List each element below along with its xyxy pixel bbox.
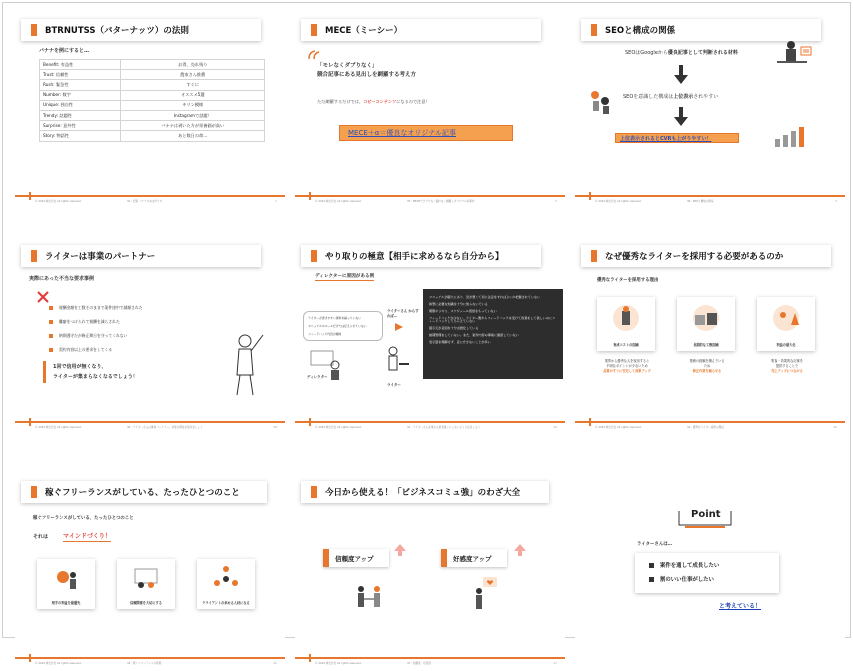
slide-footer bbox=[295, 195, 565, 205]
panel-item: マニュアルが膨大にあり、見が悪くて何に注意をすればよいか把握されていない bbox=[429, 295, 541, 299]
footer-copyright: © 2024 株式会社 All rights reserved. bbox=[35, 662, 82, 665]
footer-copyright: © 2024 株式会社 All rights reserved. bbox=[315, 662, 362, 665]
list-item bbox=[649, 561, 719, 569]
footer-copyright: © 2024 株式会社 All rights reserved. bbox=[35, 426, 82, 429]
footer-caption: 45 : 稼ぐフリーランスの特徴 bbox=[127, 662, 162, 665]
bullet-icon bbox=[49, 306, 53, 310]
btrnutss-table bbox=[39, 59, 265, 142]
page-number: 40 bbox=[833, 425, 837, 429]
panel-item: 提示元が意図を十分言語化している bbox=[429, 326, 479, 331]
bullet-icon bbox=[49, 334, 53, 338]
table-cell: Surprise: 意外性 bbox=[40, 121, 121, 131]
page-number: 3 bbox=[835, 199, 837, 203]
lead-sorewa: それは bbox=[33, 534, 49, 540]
table-cell: すぐに bbox=[121, 80, 265, 90]
reason-desc bbox=[595, 359, 659, 374]
slide-title: SEOと構成の関係 bbox=[605, 26, 676, 36]
table-cell: Trendy: 話題性 bbox=[40, 110, 121, 120]
table-cell: あと数日の命… bbox=[121, 131, 265, 141]
title-accent bbox=[311, 24, 317, 36]
card-label: 信頼関係を大切にする bbox=[130, 601, 162, 605]
slide-thumbnail-3[interactable] bbox=[575, 9, 845, 209]
list-item-text: 難癖をつけられて報酬を減らされた bbox=[59, 319, 120, 324]
list-item-text: 報酬金額を工数そのままで案件途中で減額された bbox=[59, 305, 143, 310]
list-item bbox=[649, 575, 714, 583]
page-number: 1 bbox=[275, 199, 277, 203]
title-accent bbox=[31, 250, 37, 262]
reason-card bbox=[597, 297, 655, 351]
desc-line: 提供することで bbox=[775, 364, 799, 368]
bubble-line: フィードバック内容が曖昧 bbox=[308, 332, 342, 336]
writer-label: ライター bbox=[387, 383, 401, 387]
slide-footer bbox=[575, 195, 845, 205]
writer-perspective-panel bbox=[423, 289, 563, 379]
page-number: 47 bbox=[553, 661, 557, 665]
tag-label: 信頼度アップ bbox=[335, 554, 374, 563]
table-row bbox=[40, 90, 265, 100]
desc-highlight: 修正作業を減らせる bbox=[692, 369, 722, 373]
table-cell: Benefit: 有益性 bbox=[40, 60, 121, 70]
quote-line-1: 「モレなくダブりなく」 bbox=[317, 63, 378, 69]
tag-label: 好感度アップ bbox=[453, 554, 492, 563]
arrow-down-icon bbox=[679, 107, 683, 117]
page-number: 2 bbox=[555, 199, 557, 203]
table-cell: Story: 物語性 bbox=[40, 131, 121, 141]
footer-caption: 41 : ライターさんを単なる業者扱いにしないように注意しよう bbox=[407, 426, 481, 429]
table-cell: バナナは剥いた方が栄養価が高い bbox=[121, 121, 265, 131]
table-row bbox=[40, 131, 265, 141]
arrow-down-icon bbox=[674, 75, 688, 84]
bullet-icon bbox=[49, 320, 53, 324]
slide-title-box bbox=[21, 19, 261, 41]
seo-line-2-prefix: SEOを意識した構成は bbox=[623, 94, 674, 100]
reason-card bbox=[757, 297, 815, 351]
footer-copyright: © 2024 株式会社 All rights reserved. bbox=[315, 200, 362, 203]
card-label: 利益の最大化 bbox=[776, 343, 796, 347]
slide-title: BTRNUTSS（バターナッツ）の法則 bbox=[45, 26, 189, 36]
slide-thumbnail-5[interactable] bbox=[295, 235, 565, 435]
quote-line-2: 競合記事にある見出しを網羅する考え方 bbox=[317, 72, 417, 78]
footer-copyright: © 2024 株式会社 All rights reserved. bbox=[595, 426, 642, 429]
note-suffix: になるので注意！ bbox=[396, 99, 430, 104]
section-heading: ディレクターに原因がある例 bbox=[315, 274, 375, 279]
desc-line: ため bbox=[703, 364, 711, 368]
closing-accent bbox=[43, 361, 46, 383]
table-cell: Unique: 独自性 bbox=[40, 100, 121, 110]
footer-caption: 36 : SEOと構成の関係 bbox=[687, 200, 714, 203]
section-heading: 優秀なライターを採用する理由 bbox=[597, 278, 659, 283]
waving-person-illustration bbox=[225, 327, 271, 397]
table-cell: 農家さん推薦 bbox=[121, 70, 265, 80]
slide-title: 今日から使える！「ビジネスコミュ強」のわざ大全 bbox=[325, 488, 521, 498]
table-cell: お得、売れ残り bbox=[121, 60, 265, 70]
mindset-card bbox=[197, 559, 255, 609]
slide-title-box bbox=[21, 481, 267, 503]
training-illustration bbox=[611, 303, 641, 333]
mece-formula-box: MECE＋α＝優良なオリジナル記事 bbox=[339, 125, 513, 141]
desc-highlight: 売上アップにつながる bbox=[771, 369, 803, 373]
list-item-text: 契約内容以上の要求をしてくる bbox=[59, 347, 113, 352]
slide-thumbnail-6[interactable] bbox=[575, 235, 845, 435]
writer-illustration bbox=[381, 343, 411, 383]
panel-item: 執筆に必要な知識を十分に知らないでいる bbox=[429, 301, 488, 306]
title-accent bbox=[311, 486, 317, 498]
footer-copyright: © 2024 株式会社 All rights reserved. bbox=[595, 200, 642, 203]
mind-heading bbox=[63, 531, 111, 542]
footer-caption: 40 : ライターさんは事業パートナー。対等な関係を築きましょう bbox=[127, 426, 203, 429]
card-label: 育成コストの削減 bbox=[613, 343, 639, 347]
slide-title-box bbox=[581, 245, 831, 267]
slide-title: 稼ぐフリーランスがしている、たったひとつのこと bbox=[45, 488, 240, 498]
panel-item: 期限ギリギリ、スケジュール感覚をもっていない bbox=[429, 308, 497, 313]
bullet-icon bbox=[649, 577, 654, 582]
desc-line: 集客・効果的な記事を bbox=[771, 359, 803, 363]
slide-footer bbox=[15, 195, 285, 205]
writer-thought: ライターさん からすれば… bbox=[387, 309, 419, 318]
list-item-text: 案件を通して成長したい bbox=[660, 563, 720, 569]
footer-caption: 42 : 優秀なライター採用の理由 bbox=[687, 426, 724, 429]
arrow-down-icon bbox=[679, 65, 683, 75]
slide-footer bbox=[295, 657, 565, 667]
title-accent bbox=[31, 24, 37, 36]
slide-footer bbox=[15, 657, 285, 667]
title-accent bbox=[591, 24, 597, 36]
profit-illustration bbox=[771, 303, 801, 333]
network-illustration bbox=[211, 563, 241, 593]
list-item-text: 納期遅守だが修正期日を守ってくれない bbox=[59, 333, 128, 338]
growth-chart-illustration bbox=[771, 123, 811, 149]
point-title: Point bbox=[691, 509, 721, 520]
card-label: クライアントの求める人材になる bbox=[202, 601, 250, 605]
slide-thumbnail-2[interactable] bbox=[295, 9, 565, 209]
handshake-illustration bbox=[131, 563, 161, 593]
slide-footer bbox=[575, 421, 845, 431]
slide-thumbnail-9[interactable] bbox=[575, 471, 845, 671]
table-row bbox=[40, 80, 265, 90]
slide-title: なぜ優秀なライターを採用する必要があるのか bbox=[605, 252, 784, 262]
footer-caption: 47 : 信頼度・好感度 bbox=[407, 662, 431, 665]
seo-line-1-prefix: SEOはGoogleから bbox=[625, 50, 668, 56]
note-prefix: ただ網羅するだけでは、 bbox=[317, 99, 364, 104]
seo-line-1-bold: 優良記事として判断される材料 bbox=[667, 50, 738, 56]
slide-thumbnail-7[interactable] bbox=[15, 471, 285, 671]
list-item bbox=[49, 315, 143, 329]
arrow-up-icon bbox=[513, 543, 527, 557]
table-cell: キリン模様 bbox=[121, 100, 265, 110]
page-number: 38 bbox=[273, 425, 277, 429]
seo-cvr-box: 上位表示されるとCVRも上がりやすい！ bbox=[615, 133, 739, 143]
title-accent bbox=[31, 486, 37, 498]
slide-title-box bbox=[21, 245, 261, 267]
panel-item: フィードバックが少ない、ライター側からフィードバックを受けて改善をして欲しいのにフィードバックしてもらえていない bbox=[429, 315, 556, 324]
footer-caption: 34 : 記事 バナナの本文作り方 bbox=[127, 200, 163, 203]
workload-illustration bbox=[691, 303, 721, 333]
slide-thumbnail-4[interactable] bbox=[15, 235, 285, 435]
coin-person-illustration bbox=[51, 563, 81, 593]
section-heading: 実際にあった不当な要求事例 bbox=[29, 276, 94, 282]
slide-title-box bbox=[301, 245, 541, 267]
bubble-line: ライターが書きやすい資料を揃っていない bbox=[308, 316, 362, 320]
slide-grid bbox=[2, 2, 851, 665]
reason-desc bbox=[755, 359, 819, 374]
slide-footer bbox=[15, 421, 285, 431]
slide-title: ライターは事業のパートナー bbox=[45, 252, 156, 262]
slide-thumbnail-1[interactable] bbox=[15, 9, 285, 209]
page-number: 39 bbox=[553, 425, 557, 429]
handshake-people-illustration bbox=[351, 583, 387, 621]
table-cell: オススメ5選 bbox=[121, 90, 265, 100]
closing-line-1: 1回で信用が無くなり、 bbox=[53, 364, 107, 370]
desc-line: 業界から優秀な人を採用すると bbox=[604, 359, 650, 363]
footer-caption: 35 : MECEでダブりなく漏れなく網羅しオリジナル記事作 bbox=[407, 200, 475, 203]
list-item bbox=[49, 329, 143, 343]
mind-text: マインドづくり！ bbox=[63, 533, 111, 540]
title-accent bbox=[591, 250, 597, 262]
arrow-down-icon bbox=[674, 117, 688, 126]
slide-title: やり取りの極意【相手に求めるなら自分から】 bbox=[325, 252, 504, 262]
person-at-desk-illustration bbox=[771, 39, 815, 71]
table-row bbox=[40, 60, 265, 70]
bullet-icon bbox=[649, 563, 654, 568]
heart-person-illustration bbox=[467, 575, 503, 619]
point-card bbox=[635, 553, 779, 593]
bullet-icon bbox=[49, 348, 53, 352]
trust-tag bbox=[323, 549, 389, 567]
reason-desc bbox=[675, 359, 739, 374]
point-closing: と考えている！ bbox=[719, 603, 762, 610]
page-number: 45 bbox=[273, 661, 277, 665]
footer-copyright: © 2024 株式会社 All rights reserved. bbox=[35, 200, 82, 203]
card-label: 相手の利益を最優先 bbox=[51, 601, 81, 605]
seo-line-2-suffix: されやすい bbox=[693, 94, 719, 100]
tag-accent bbox=[441, 549, 447, 567]
table-cell: Trust: 信頼性 bbox=[40, 70, 121, 80]
slide-title-box bbox=[581, 19, 821, 41]
table-cell: Number: 数字 bbox=[40, 90, 121, 100]
play-arrow-icon bbox=[395, 323, 403, 331]
slide-subtitle: バナナを例にすると… bbox=[39, 48, 90, 54]
bubble-line: マニュアルやルールだけでは伝えられていない bbox=[308, 324, 367, 328]
mindset-card bbox=[37, 559, 95, 609]
slide-title: MECE（ミーシー） bbox=[325, 26, 403, 36]
mece-note bbox=[317, 99, 430, 105]
director-label: ディレクター bbox=[307, 375, 328, 379]
note-highlight: コピーコンテンツ bbox=[363, 99, 397, 104]
panel-item: 納期管理をしていない。また、案件内容の事前に確認していない bbox=[429, 333, 519, 338]
people-illustration bbox=[585, 85, 615, 115]
table-cell: Instagramで話題！ bbox=[121, 110, 265, 120]
list-item bbox=[49, 301, 143, 315]
seo-line-2-bold: 上位表示 bbox=[673, 94, 694, 100]
point-intro: ライターさんは… bbox=[637, 542, 672, 547]
speech-bubble bbox=[303, 311, 383, 341]
slide-footer bbox=[295, 421, 565, 431]
list-item bbox=[49, 343, 143, 357]
tag-accent bbox=[323, 549, 329, 567]
slide-thumbnail-8[interactable] bbox=[295, 471, 565, 671]
list-item-text: 割のいい仕事がしたい bbox=[660, 577, 714, 583]
footer-copyright: © 2024 株式会社 All rights reserved. bbox=[315, 426, 362, 429]
panel-item: 表示量を理解せず、意に介さないことが多い bbox=[429, 340, 491, 345]
slide-title-box bbox=[301, 481, 549, 503]
seo-line-1 bbox=[625, 49, 738, 56]
case-list bbox=[49, 301, 143, 357]
slide-title-box bbox=[301, 19, 541, 41]
desc-line: 業務の経験を積んでいる bbox=[689, 359, 725, 363]
closing-line-2: ライターが集まらなくなるでしょう！ bbox=[53, 374, 138, 380]
desc-highlight: 品質がすぐに安定して成果アップ bbox=[603, 369, 651, 373]
cross-icon bbox=[37, 291, 49, 303]
seo-line-2 bbox=[623, 93, 718, 100]
title-accent bbox=[311, 250, 317, 262]
arrow-up-icon bbox=[393, 543, 407, 557]
lead-line: 稼ぐフリーランスがしている、たったひとつのこと bbox=[33, 516, 134, 521]
reason-card bbox=[677, 297, 735, 351]
table-row bbox=[40, 110, 265, 120]
likeability-tag bbox=[441, 549, 507, 567]
card-label: 長期的な工数削減 bbox=[693, 343, 719, 347]
desc-line: 不明なポイントが少ないため bbox=[606, 364, 648, 368]
table-row bbox=[40, 100, 265, 110]
table-row bbox=[40, 121, 265, 131]
table-row bbox=[40, 70, 265, 80]
table-cell: Rush: 緊急性 bbox=[40, 80, 121, 90]
mindset-card bbox=[117, 559, 175, 609]
